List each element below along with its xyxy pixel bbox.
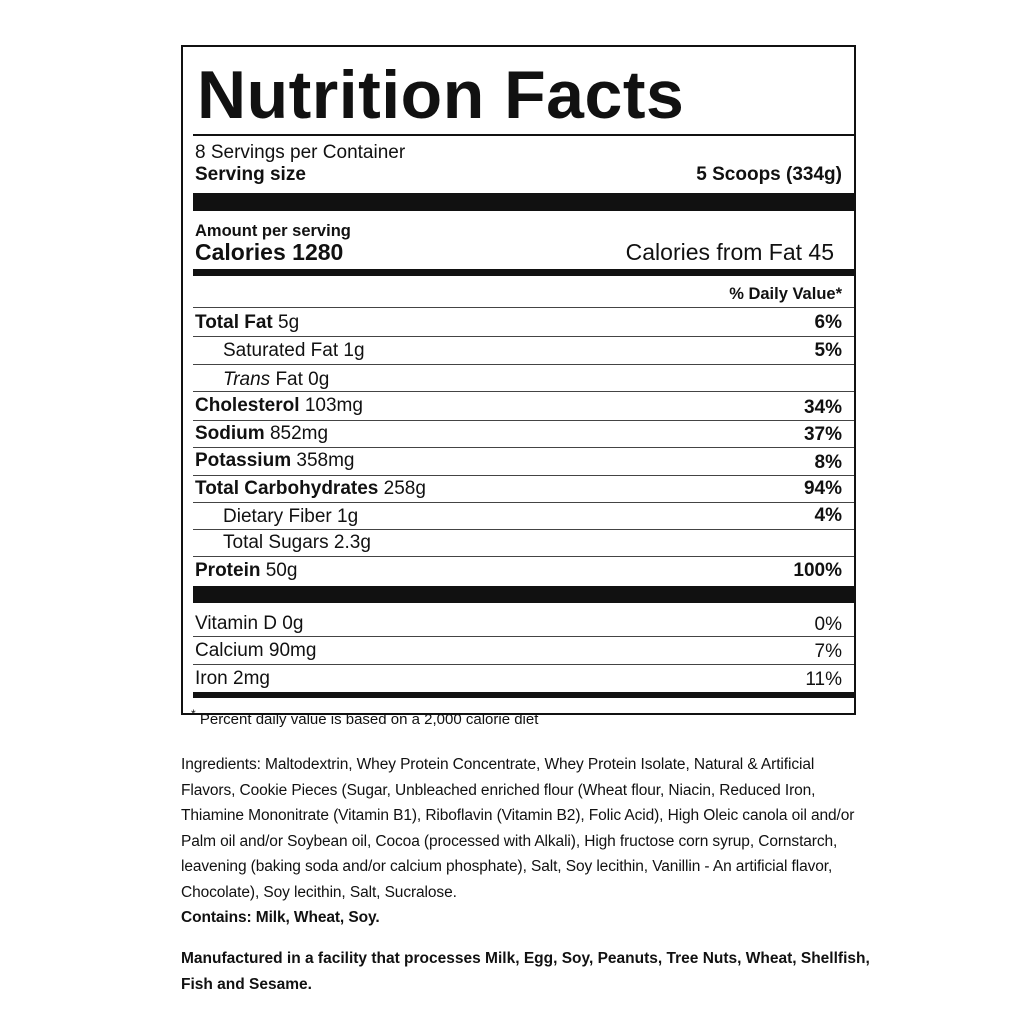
nutrient-amount: 1g xyxy=(337,506,359,527)
facility-statement: Manufactured in a facility that processes Milk, Egg, Soy, Peanuts, Tree Nuts, Wheat, Shellfish, Fish and Sesame. xyxy=(181,950,870,993)
medium-divider-calories xyxy=(193,269,854,276)
row-divider xyxy=(193,664,854,665)
ingredients-text: Ingredients: Maltodextrin, Whey Protein Concentrate, Whey Protein Isolate, Natural & Artificial Flavors, Cookie Pieces (Sugar, Unbleached enriched flour (Wheat flour, Niacin, Reduced Iron, Thiamine Mononitrate (Vitamin B1), Riboflavin (Vitamin B2), Folic Acid), High Oleic canola oil and/or Palm oil and/or Soybean oil, Cocoa (processed with Alkali), High fructose corn syrup, Cornstarch, leavening (baking soda and/or calcium phosphate), Salt, Soy lecithin, Vanillin - An artificial flavor, Chocolate), Soy lecithin, Salt, Sucralose. xyxy=(181,756,855,901)
row-divider xyxy=(193,391,854,392)
row-divider xyxy=(193,364,854,365)
thick-divider-vitamins xyxy=(193,586,854,603)
nutrient-name: Dietary Fiber xyxy=(223,506,332,527)
row-divider xyxy=(193,420,854,421)
nutrient-amount: 2.3g xyxy=(333,532,371,553)
label-title: Nutrition Facts xyxy=(197,57,685,133)
calories-from-fat: Calories from Fat 45 xyxy=(625,239,834,265)
nutrient-name: Total Carbohydrates xyxy=(195,478,379,499)
serving-size-value: 5 Scoops (334g) xyxy=(696,164,842,185)
row-divider xyxy=(193,556,854,557)
amount-per-serving: Amount per serving xyxy=(195,222,351,240)
nutrient-row xyxy=(195,422,328,446)
nutrient-amount: 50g xyxy=(265,560,298,581)
nutrient-dv: 8% xyxy=(814,452,842,473)
nutrient-row xyxy=(223,339,365,363)
nutrient-dv: 4% xyxy=(814,505,842,526)
nutrient-name: Protein xyxy=(195,560,261,581)
nutrient-dv: 5% xyxy=(814,340,842,361)
row-divider xyxy=(193,636,854,637)
daily-value-header: % Daily Value* xyxy=(729,285,842,303)
nutrient-row xyxy=(223,505,358,529)
vitamin-row: Iron 2mg xyxy=(195,668,270,689)
nutrient-row xyxy=(195,449,354,473)
row-divider xyxy=(193,447,854,448)
nutrition-facts-label xyxy=(181,45,856,728)
nutrient-amount: 1g xyxy=(343,340,365,361)
nutrient-dv: 100% xyxy=(793,560,842,581)
row-divider xyxy=(193,502,854,503)
nutrient-dv: 6% xyxy=(814,312,842,333)
nutrient-dv: 37% xyxy=(803,424,842,445)
ingredients-section xyxy=(181,752,871,931)
nutrient-row xyxy=(223,531,371,555)
nutrient-row xyxy=(223,368,329,392)
nutrient-amount: 852mg xyxy=(269,423,329,444)
nutrient-name: Cholesterol xyxy=(195,395,300,416)
vitamin-row: Vitamin D 0g xyxy=(195,613,304,634)
row-divider xyxy=(193,475,854,476)
footnote-text: Percent daily value is based on a 2,000 calorie diet xyxy=(199,711,539,728)
nutrient-amount: Fat 0g xyxy=(275,369,330,390)
nutrient-name: Sodium xyxy=(195,423,265,444)
row-divider xyxy=(193,529,854,530)
nutrient-amount: 258g xyxy=(383,478,426,499)
thick-divider-serving xyxy=(193,193,854,211)
footnote-mark: * xyxy=(191,707,196,721)
nutrient-name: Saturated Fat xyxy=(223,340,339,361)
nutrient-row xyxy=(195,394,363,418)
nutrient-name: Total Fat xyxy=(195,312,273,333)
servings-per-container: 8 Servings per Container xyxy=(195,142,406,163)
nutrient-name: Potassium xyxy=(195,450,292,471)
nutrient-amount: 5g xyxy=(278,312,300,333)
row-divider xyxy=(193,307,854,308)
nutrient-amount: 358mg xyxy=(296,450,355,471)
row-divider xyxy=(193,336,854,337)
nutrient-name: Total Sugars xyxy=(223,532,329,553)
serving-size-label: Serving size xyxy=(195,164,306,185)
footnote xyxy=(191,705,538,729)
nutrient-row xyxy=(195,477,426,501)
nutrient-row xyxy=(195,559,297,583)
vitamin-dv: 7% xyxy=(814,641,842,662)
vitamin-dv: 0% xyxy=(814,614,842,635)
nutrient-row xyxy=(195,311,299,335)
title-divider xyxy=(193,134,854,136)
nutrient-dv: 34% xyxy=(803,397,842,418)
nutrient-amount: 103mg xyxy=(304,395,363,416)
vitamin-row: Calcium 90mg xyxy=(195,640,317,661)
nutrient-name: Trans xyxy=(223,369,271,390)
nutrient-dv: 94% xyxy=(803,478,842,499)
allergen-contains: Contains: Milk, Wheat, Soy. xyxy=(181,909,380,926)
calories: Calories 1280 xyxy=(195,239,344,265)
footnote-divider xyxy=(193,692,854,698)
vitamin-dv: 11% xyxy=(805,669,842,690)
